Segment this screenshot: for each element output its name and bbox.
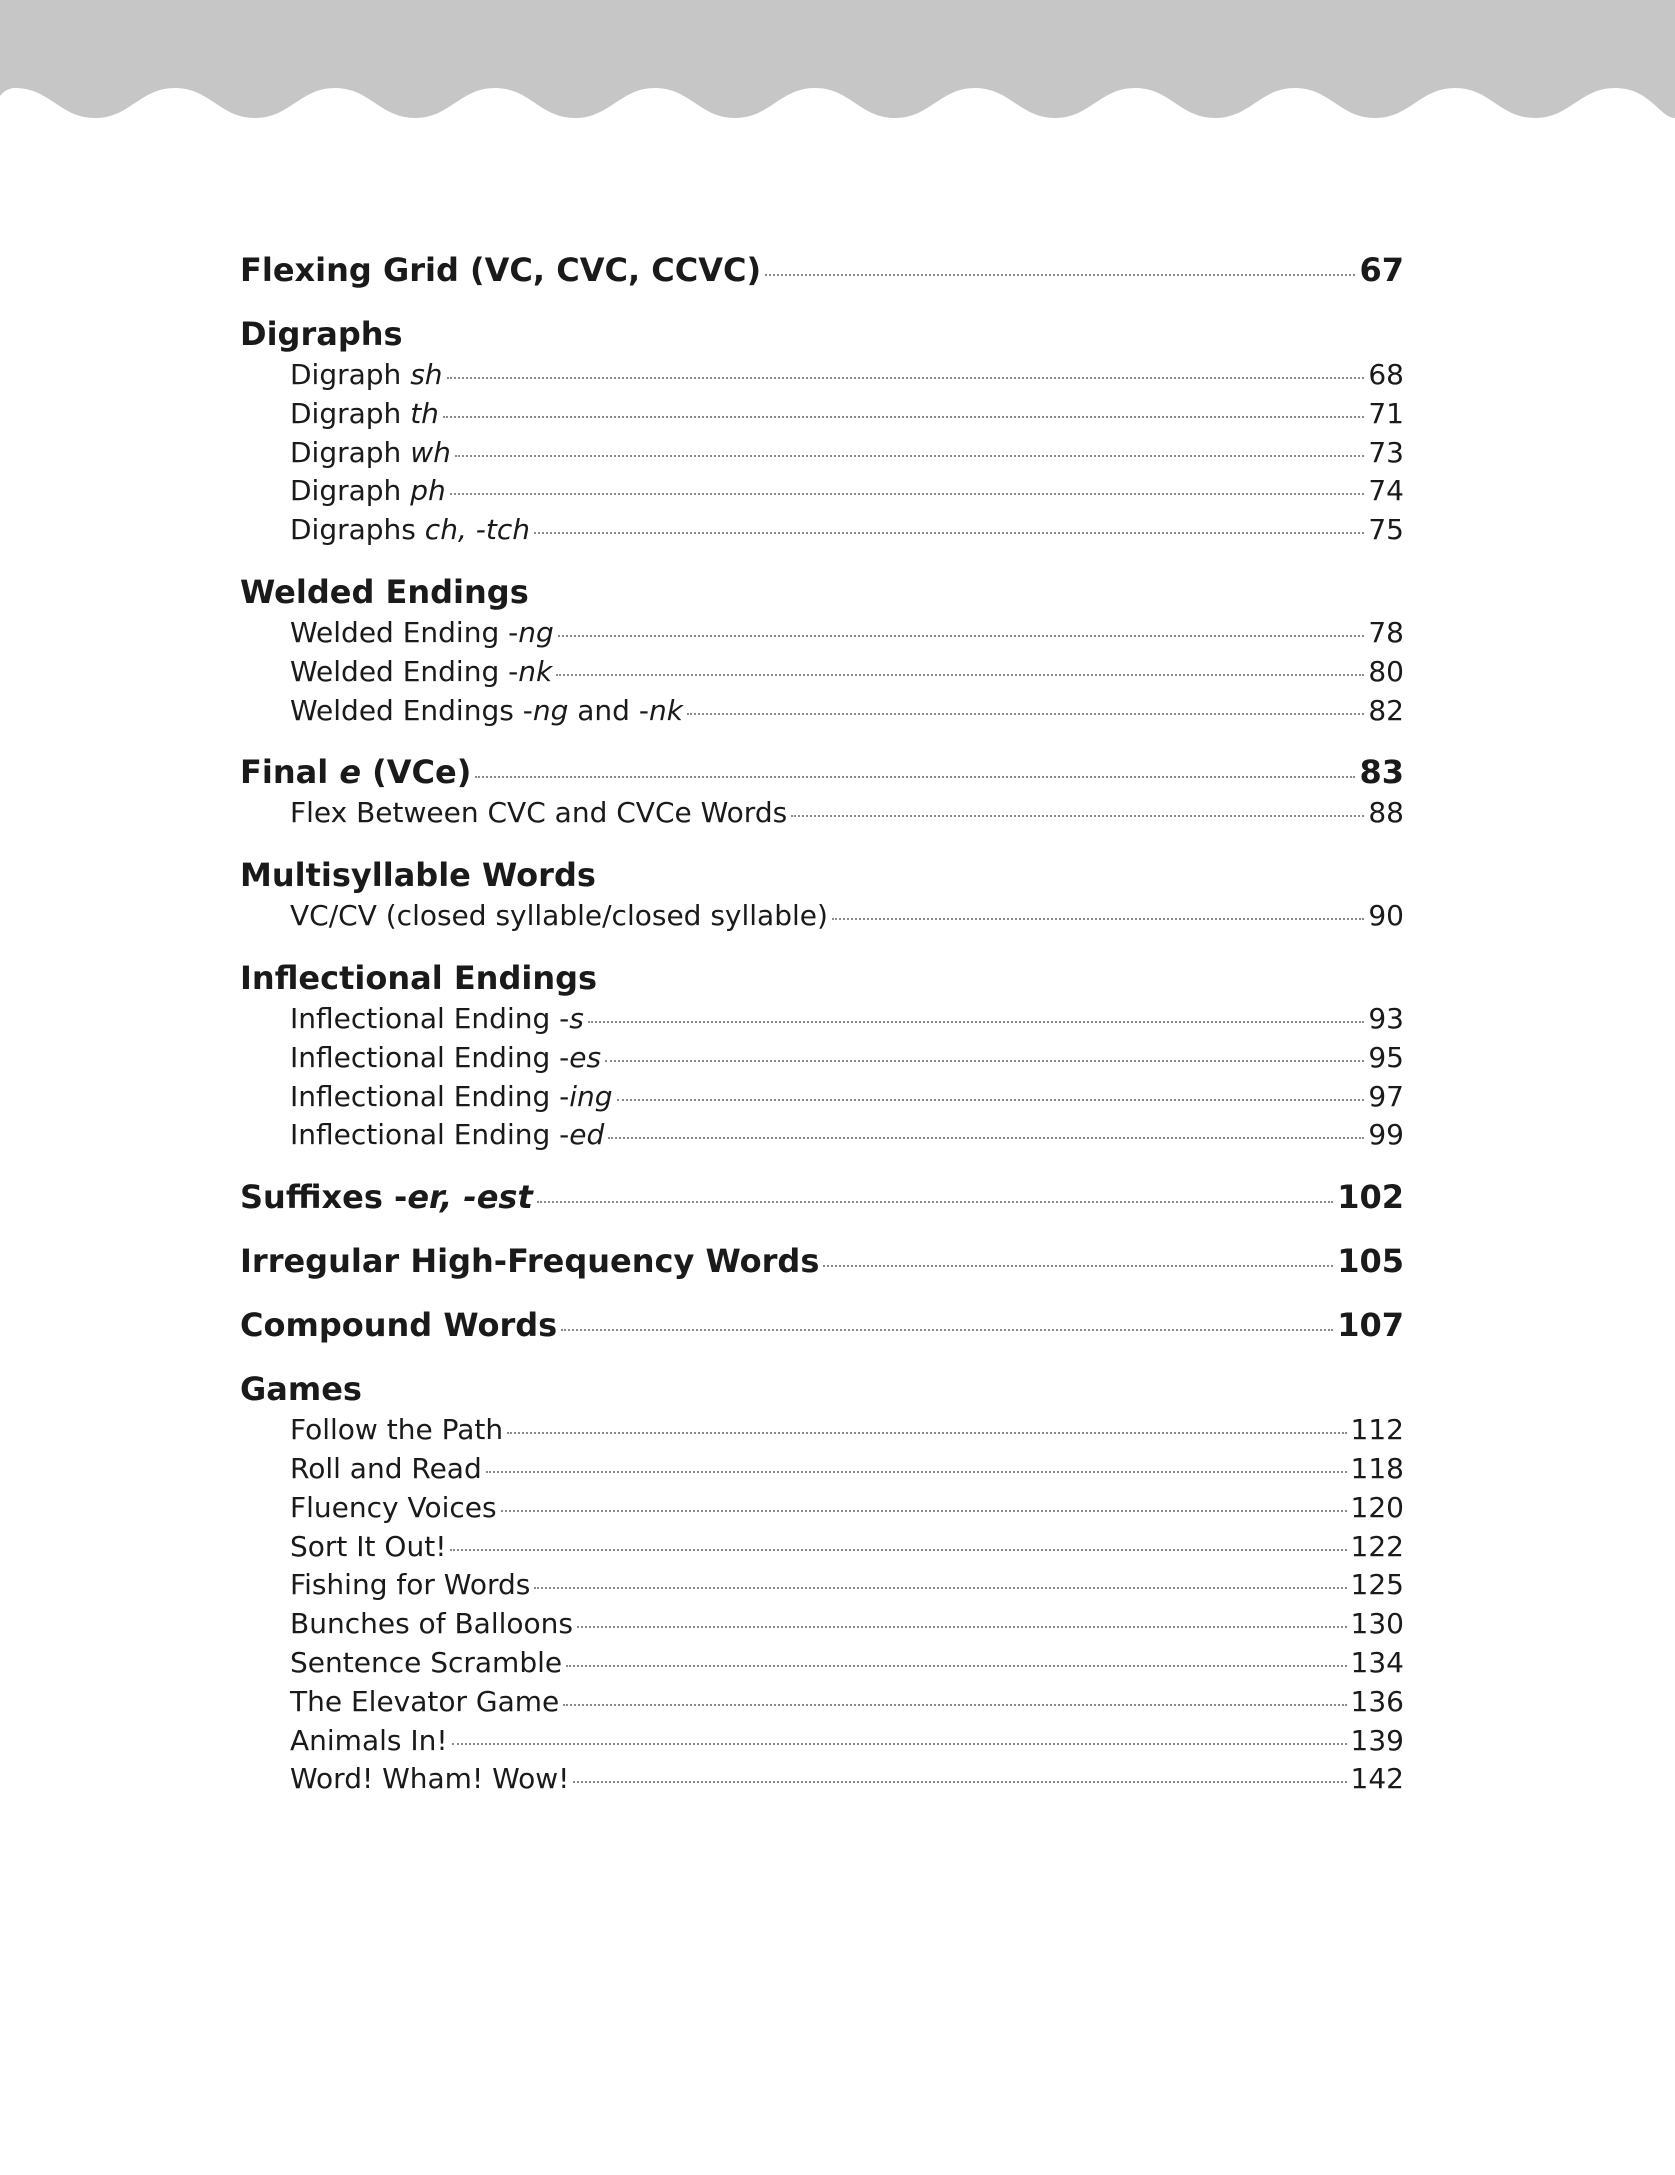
dot-leader: [687, 713, 1364, 715]
toc-entry-title: [290, 794, 787, 833]
toc-title-part: Inflectional Ending -: [290, 1079, 570, 1113]
dot-leader: [537, 1201, 1333, 1203]
toc-entry-title: [240, 853, 596, 897]
toc-page-number: 80: [1368, 654, 1404, 688]
toc-title-part: Games: [240, 1370, 362, 1409]
toc-entry-title: [240, 248, 761, 292]
toc-entry-title: [290, 356, 443, 395]
toc-title-part: Sentence Scramble: [290, 1645, 563, 1679]
toc-title-part: Word! Wham! Wow!: [290, 1762, 570, 1796]
toc-entry-title: [240, 1303, 557, 1347]
toc-title-part: e: [339, 753, 362, 792]
toc-page-number: 102: [1337, 1178, 1404, 1217]
dot-leader: [558, 635, 1365, 637]
dot-leader: [455, 455, 1365, 457]
toc-entry-title: [290, 1411, 503, 1450]
dot-leader: [443, 416, 1364, 418]
toc-page-number: 78: [1368, 615, 1404, 649]
wavy-banner: [0, 0, 1675, 125]
dot-leader: [577, 1626, 1347, 1628]
toc-title-part: th: [410, 396, 439, 430]
toc-title-part: ing: [569, 1079, 613, 1113]
toc-page-number: 118: [1350, 1451, 1404, 1485]
toc-entry-title: [290, 1489, 497, 1528]
dot-leader: [588, 1021, 1365, 1023]
toc-entry-title: [290, 1116, 604, 1155]
dot-leader: [556, 674, 1364, 676]
toc-entry-title: [290, 1078, 613, 1117]
dot-leader: [447, 377, 1365, 379]
toc-title-part: Bunches of Balloons: [290, 1607, 573, 1641]
dot-leader: [475, 776, 1355, 778]
toc-entry-title: [290, 1039, 601, 1078]
toc-title-part: Digraph: [290, 435, 411, 469]
toc-sub-entry: [240, 1528, 1404, 1567]
toc-page-number: 139: [1350, 1723, 1404, 1757]
dot-leader: [450, 1549, 1346, 1551]
toc-title-part: Irregular High-Frequency Words: [240, 1242, 820, 1281]
toc-sub-entry: [240, 1078, 1404, 1117]
toc-title-part: ng: [518, 615, 554, 649]
toc-title-part: Digraphs: [240, 315, 403, 353]
toc-page-number: 82: [1368, 693, 1404, 727]
toc-entry-title: [240, 750, 471, 794]
dot-leader: [452, 1743, 1347, 1745]
toc-title-part: Fluency Voices: [290, 1490, 497, 1524]
toc-title-part: s: [569, 1001, 584, 1035]
toc-section-heading: [240, 853, 1404, 897]
toc-page-number: 134: [1350, 1645, 1404, 1679]
toc-title-part: Roll and Read: [290, 1451, 482, 1485]
toc-sub-entry: [240, 1760, 1404, 1799]
toc-page-number: 130: [1350, 1607, 1404, 1641]
toc-page-number: 99: [1368, 1118, 1404, 1152]
toc-entry-title: [290, 653, 552, 692]
dot-leader: [765, 274, 1355, 276]
dot-leader: [573, 1781, 1346, 1783]
toc-sub-entry: [240, 1566, 1404, 1605]
dot-leader: [501, 1510, 1347, 1512]
toc-title-part: Compound Words: [240, 1306, 558, 1345]
toc-sub-entry: [240, 434, 1404, 473]
toc-title-part: es: [569, 1040, 602, 1074]
toc-title-part: Digraph: [290, 358, 411, 391]
toc-sub-entry: [240, 395, 1404, 434]
toc-title-part: Animals In!: [290, 1723, 448, 1757]
toc-sub-entry: [240, 511, 1404, 550]
toc-title-part: and -: [568, 693, 649, 727]
toc-title-part: Welded Endings: [240, 572, 529, 611]
dot-leader: [486, 1471, 1347, 1473]
toc-title-part: Digraph: [290, 474, 411, 508]
toc-entry-title: [290, 1722, 448, 1761]
toc-entry-title: [290, 1644, 562, 1683]
toc-sub-entry: [240, 1644, 1404, 1683]
toc-title-part: Welded Ending -: [290, 615, 519, 649]
toc-entry-title: [290, 472, 446, 511]
toc-sub-entry: [240, 614, 1404, 653]
toc-entry-title: [290, 692, 683, 731]
toc-entry-title: [290, 1760, 569, 1799]
toc-page-number: 68: [1368, 358, 1404, 391]
toc-title-part: Multisyllable Words: [240, 856, 596, 895]
toc-entry-title: [290, 395, 439, 434]
toc-sub-entry: [240, 1489, 1404, 1528]
toc-page-number: 73: [1368, 435, 1404, 469]
toc-section-heading: [240, 312, 1404, 356]
toc-sub-entry: [240, 692, 1404, 731]
toc-title-part: wh: [410, 435, 451, 469]
dot-leader: [566, 1665, 1346, 1667]
toc-entry-title: [290, 1450, 482, 1489]
toc-section-heading: [240, 956, 1404, 1000]
toc-entry-title: [240, 1239, 819, 1283]
toc-major-entry: [240, 750, 1404, 794]
toc-title-part: nk: [648, 693, 683, 727]
toc-title-part: Inflectional Ending -: [290, 1001, 570, 1035]
dot-leader: [823, 1265, 1333, 1267]
dot-leader: [832, 918, 1364, 920]
toc-title-part: Sort It Out!: [290, 1529, 447, 1563]
toc-sub-entry: [240, 1683, 1404, 1722]
toc-title-part: Inflectional Ending -: [290, 1118, 570, 1152]
toc-entry-title: [240, 1175, 533, 1219]
dot-leader: [608, 1137, 1364, 1139]
toc-entry-title: [240, 1367, 362, 1411]
toc-major-entry: [240, 1175, 1404, 1219]
toc-section-heading: [240, 1367, 1404, 1411]
toc-title-part: Fishing for Words: [290, 1568, 531, 1602]
toc-page-number: 71: [1368, 396, 1404, 430]
dot-leader: [534, 532, 1364, 534]
toc-title-part: Flexing Grid (VC, CVC, CCVC): [240, 251, 762, 289]
toc-title-part: Flex Between CVC and CVCe Words: [290, 796, 788, 830]
toc-major-entry: [240, 1239, 1404, 1283]
toc-title-part: er, -est: [407, 1178, 533, 1217]
dot-leader: [561, 1329, 1333, 1331]
toc-title-part: sh: [410, 358, 443, 391]
toc-entry-title: [290, 511, 530, 550]
toc-page-number: 112: [1350, 1413, 1404, 1447]
dot-leader: [563, 1704, 1346, 1706]
toc-sub-entry: [240, 1722, 1404, 1761]
dot-leader: [507, 1432, 1346, 1434]
dot-leader: [450, 493, 1365, 495]
toc-title-part: Digraph: [290, 396, 411, 430]
toc-page-number: 88: [1368, 796, 1404, 830]
toc-major-entry: [240, 1303, 1404, 1347]
toc-sub-entry: [240, 1116, 1404, 1155]
dot-leader: [534, 1587, 1346, 1589]
toc-entry-title: [240, 956, 597, 1000]
toc-sub-entry: [240, 472, 1404, 511]
toc-section-heading: [240, 570, 1404, 614]
toc-entry-title: [290, 1566, 530, 1605]
toc-title-part: Final: [240, 753, 340, 792]
toc-page-number: 95: [1368, 1040, 1404, 1074]
toc-page-number: 136: [1350, 1684, 1404, 1718]
toc-title-part: (VCe): [361, 753, 472, 792]
toc-entry-title: [290, 1000, 584, 1039]
toc-page-number: 90: [1368, 899, 1404, 933]
toc-title-part: ed: [569, 1118, 605, 1152]
toc-sub-entry: [240, 356, 1404, 395]
toc-sub-entry: [240, 794, 1404, 833]
toc-page-number: 74: [1368, 474, 1404, 508]
toc-page-number: 142: [1350, 1762, 1404, 1796]
toc-page-number: 67: [1359, 251, 1404, 289]
toc-page-number: 93: [1368, 1001, 1404, 1035]
toc-major-entry: [240, 248, 1404, 292]
toc-title-part: ng: [532, 693, 569, 727]
toc-sub-entry: [240, 1000, 1404, 1039]
toc-sub-entry: [240, 1450, 1404, 1489]
toc-page-number: 125: [1350, 1568, 1404, 1602]
toc-title-part: Inflectional Ending -: [290, 1040, 570, 1074]
toc-page-number: 97: [1368, 1079, 1404, 1113]
toc-entry-title: [240, 312, 403, 356]
toc-sub-entry: [240, 1605, 1404, 1644]
toc-entry-title: [290, 1528, 446, 1567]
toc-title-part: VC/CV (closed syllable/closed syllable): [290, 899, 828, 933]
toc-title-part: Welded Endings -: [290, 693, 533, 727]
toc-title-part: The Elevator Game: [290, 1684, 560, 1718]
toc-entry-title: [290, 434, 451, 473]
banner-wave-shape: [0, 0, 1675, 118]
toc-title-part: ch, -tch: [424, 513, 530, 547]
toc-sub-entry: [240, 1039, 1404, 1078]
toc-page-number: 107: [1337, 1306, 1404, 1345]
toc-title-part: Welded Ending -: [290, 654, 519, 688]
dot-leader: [791, 815, 1364, 817]
toc-page-number: 83: [1359, 753, 1404, 792]
dot-leader: [617, 1099, 1365, 1101]
toc-title-part: ph: [410, 474, 446, 508]
toc-title-part: Follow the Path: [290, 1413, 504, 1447]
toc-entry-title: [290, 614, 554, 653]
toc-sub-entry: [240, 1411, 1404, 1450]
toc-title-part: Digraphs: [290, 513, 425, 547]
toc-entry-title: [240, 570, 529, 614]
toc-page-number: 122: [1350, 1529, 1404, 1563]
dot-leader: [605, 1060, 1364, 1062]
toc-title-part: Inflectional Endings: [240, 958, 598, 997]
toc-entry-title: [290, 1605, 573, 1644]
toc-sub-entry: [240, 653, 1404, 692]
toc-page-number: 75: [1368, 513, 1404, 547]
table-of-contents: [240, 248, 1404, 1799]
toc-page-number: 120: [1350, 1490, 1404, 1524]
toc-title-part: Suffixes -: [240, 1178, 408, 1217]
toc-entry-title: [290, 1683, 559, 1722]
toc-entry-title: [290, 897, 828, 936]
toc-sub-entry: [240, 897, 1404, 936]
toc-title-part: nk: [518, 654, 553, 688]
toc-page-number: 105: [1337, 1242, 1404, 1281]
